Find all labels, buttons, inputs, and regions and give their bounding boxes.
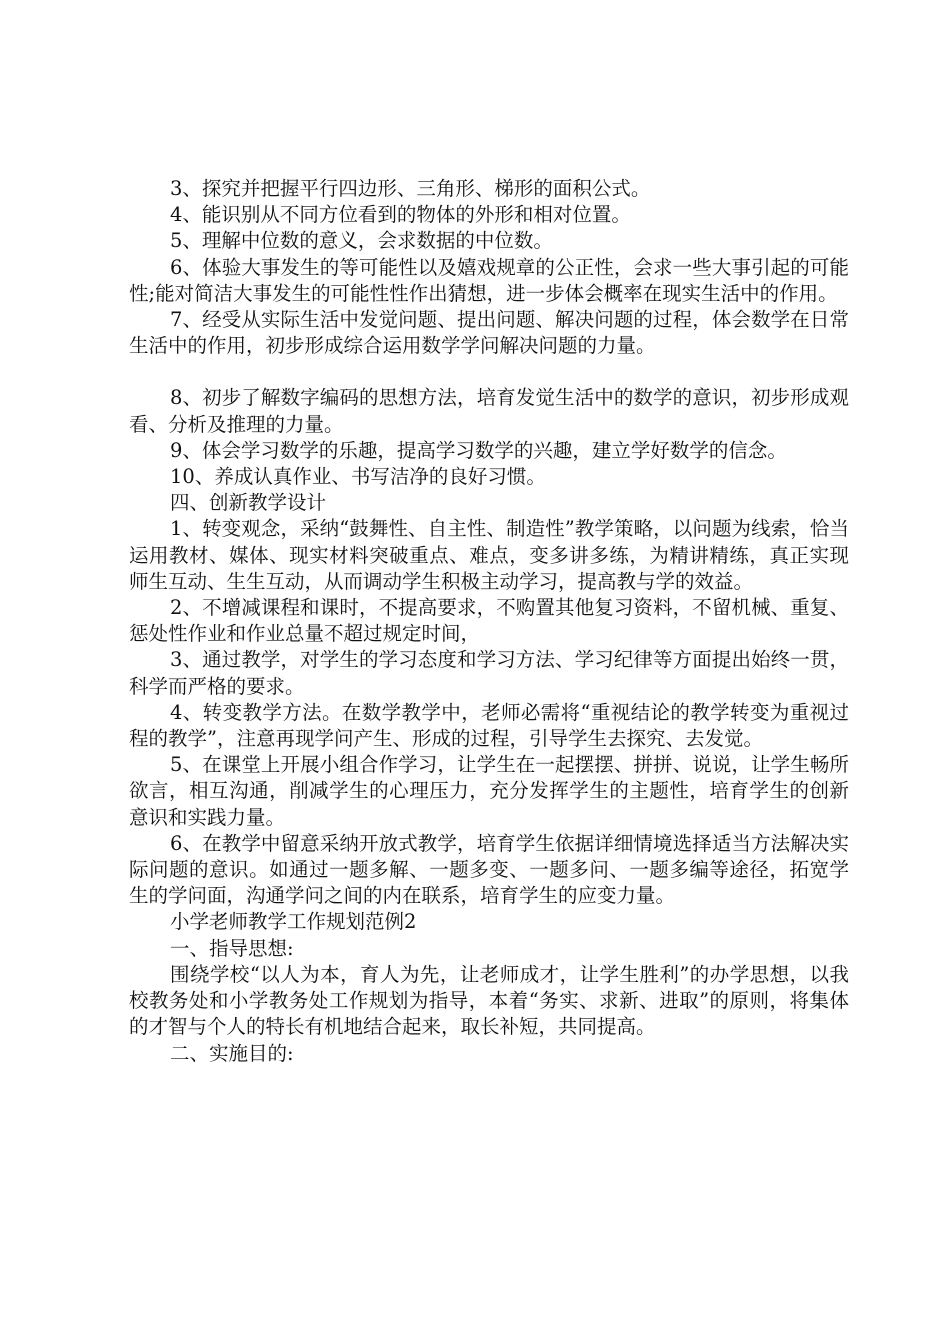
example-title: 小学老师教学工作规划范例2 bbox=[170, 910, 417, 934]
design-item-2: 2、不增减课程和课时，不提高要求，不购置其他复习资料，不留机械、重复、惩处性作业和作业总量不超过规定时间， bbox=[129, 596, 849, 646]
paragraph-item-9: 9、体会学习数学的乐趣，提高学习数学的兴趣，建立学好数学的信念。 bbox=[170, 438, 787, 462]
document-body bbox=[129, 176, 849, 1067]
paragraph-item-8: 8、初步了解数字编码的思想方法，培育发觉生活中的数学的意识，初步形成观看、分析及推理的力量。 bbox=[129, 386, 849, 436]
paragraph-item-6: 6、体验大事发生的等可能性以及嬉戏规章的公正性，会求一些大事引起的可能性;能对简洁大事发生的可能性性作出猜想，进一步体会概率在现实生活中的作用。 bbox=[129, 255, 849, 305]
section-heading-guiding-thought: 一、指导思想: bbox=[170, 936, 294, 960]
paragraph-item-7: 7、经受从实际生活中发觉问题、提出问题、解决问题的过程，体会数学在日常生活中的作用，初步形成综合运用数学学问解决问题的力量。 bbox=[129, 308, 849, 358]
paragraph-spacer bbox=[129, 359, 849, 385]
paragraph-item-4: 4、能识别从不同方位看到的物体的外形和相对位置。 bbox=[170, 203, 631, 227]
design-item-4: 4、转变教学方法。在数学教学中，老师必需将“重视结论的教学转变为重视过程的教学”，注意再现学问产生、形成的过程，引导学生去探究、去发觉。 bbox=[129, 700, 849, 751]
paragraph-item-10: 10、养成认真作业、书写洁净的良好习惯。 bbox=[170, 465, 546, 489]
paragraph-item-3: 3、探究并把握平行四边形、三角形、梯形的面积公式。 bbox=[170, 177, 651, 200]
design-item-1: 1、转变观念，采纳“鼓舞性、自主性、制造性”教学策略，以问题为线索，恰当运用教材、媒体、现实材料突破重点、难点，变多讲多练，为精讲精练，真正实现师生互动、生生互动，从而调动学生积极主动学习，提高教与学的效益。 bbox=[129, 517, 849, 593]
design-item-3: 3、通过教学，对学生的学习态度和学习方法、学习纪律等方面提出始终一贯，科学而严格的要求。 bbox=[129, 648, 849, 698]
section-heading-innovative-design: 四、创新教学设计 bbox=[170, 491, 327, 515]
design-item-6: 6、在教学中留意采纳开放式教学，培育学生依据详细情境选择适当方法解决实际问题的意识。如通过一题多解、一题多变、一题多问、一题多编等途径，拓宽学生的学问面，沟通学问之间的内在联系，培育学生的应变力量。 bbox=[129, 831, 849, 908]
design-item-5: 5、在课堂上开展小组合作学习，让学生在一起摆摆、拼拼、说说，让学生畅所欲言，相互沟通，削减学生的心理压力，充分发挥学生的主题性，培育学生的创新意识和实践力量。 bbox=[129, 753, 849, 829]
paragraph-item-5: 5、理解中位数的意义，会求数据的中位数。 bbox=[170, 229, 553, 253]
section-heading-implementation-goal: 二、实施目的: bbox=[170, 1041, 294, 1065]
guiding-thought-text: 围绕学校“以人为本，育人为先，让老师成才，让学生胜利”的办学思想，以我校教务处和小学教务处工作规划为指导，本着“务实、求新、进取”的原则，将集体的才智与个人的特长有机地结合起来，取长补短，共同提高。 bbox=[129, 962, 849, 1039]
